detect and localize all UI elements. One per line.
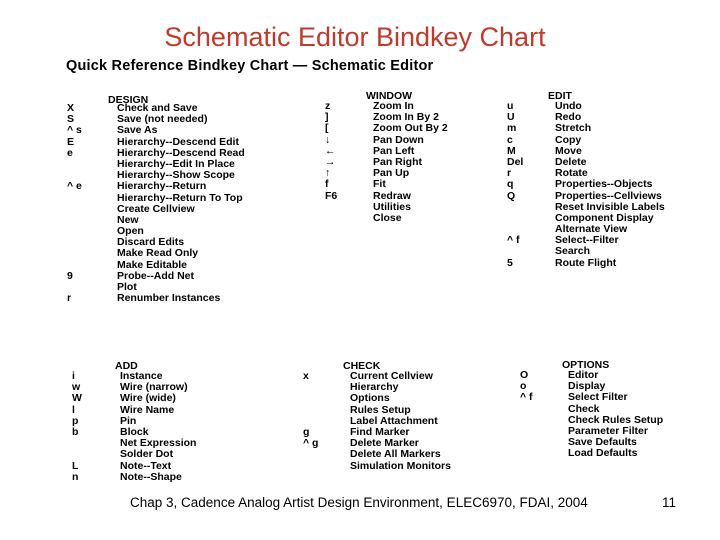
bindkey-key: l (72, 403, 75, 416)
bindkey-command: Zoom Out By 2 (373, 122, 448, 135)
bindkey-command: Hierarchy--Return (117, 180, 207, 193)
bindkey-command: Net Expression (120, 437, 197, 450)
bindkey-command: Discard Edits (117, 236, 185, 249)
edit-heading: EDIT (548, 90, 572, 102)
bindkey-command: Reset Invisible Labels (555, 200, 665, 213)
bindkey-command: Simulation Monitors (350, 459, 451, 472)
bindkey-command: Check (568, 402, 600, 415)
bindkey-key: g (303, 425, 310, 438)
bindkey-command: Solder Dot (120, 448, 174, 461)
bindkey-key: ↑ (325, 167, 331, 180)
bindkey-key: L (72, 459, 79, 472)
footer-text: Chap 3, Cadence Analog Artist Design Environment, ELEC6970, FDAI, 2004 (130, 495, 588, 510)
bindkey-key: ← (325, 144, 336, 157)
bindkey-command: Undo (555, 100, 582, 112)
bindkey-key: ^ g (303, 437, 319, 450)
bindkey-command: Redraw (373, 189, 411, 202)
bindkey-command: Wire Name (120, 403, 175, 416)
bindkey-command: Make Read Only (117, 247, 199, 260)
bindkey-command: Alternate View (555, 223, 628, 236)
bindkey-command: Check Rules Setup (568, 413, 664, 426)
bindkey-command: Renumber Instances (117, 292, 221, 305)
bindkey-command: Copy (555, 133, 582, 146)
bindkey-key: u (507, 100, 514, 112)
bindkey-command: Stretch (555, 122, 592, 135)
bindkey-key: f (325, 178, 329, 191)
bindkey-key: c (507, 133, 513, 146)
bindkey-key: m (507, 122, 517, 135)
bindkey-command: Options (350, 392, 390, 405)
bindkey-command: Pan Up (373, 167, 410, 180)
slide-title: Schematic Editor Bindkey Chart (164, 22, 546, 52)
bindkey-command: Parameter Filter (568, 424, 648, 437)
bindkey-key: ↓ (325, 133, 331, 146)
bindkey-command: Route Flight (555, 256, 617, 269)
bindkey-key: U (507, 111, 515, 124)
bindkey-command: Hierarchy--Edit In Place (117, 157, 235, 170)
bindkey-command: Search (555, 245, 591, 258)
bindkey-command: Redo (555, 111, 582, 124)
bindkey-key: E (67, 135, 75, 148)
bindkey-command: New (117, 213, 139, 226)
bindkey-command: Pin (120, 414, 137, 427)
bindkey-command: Component Display (555, 211, 654, 224)
bindkey-command: Label Attachment (350, 414, 438, 427)
bindkey-command: Note--Text (120, 459, 172, 472)
bindkey-command: Probe--Add Net (117, 269, 194, 282)
bindkey-command: Instance (120, 370, 163, 382)
bindkey-command: Close (373, 211, 402, 224)
bindkey-key: ^ f (520, 391, 533, 404)
bindkey-key: X (67, 102, 75, 114)
bindkey-command: Check and Save (117, 102, 198, 114)
bindkey-key: p (72, 414, 79, 427)
bindkey-command: Utilities (373, 200, 411, 213)
page-number: 11 (662, 495, 677, 510)
bindkey-key: b (72, 425, 79, 438)
bindkey-command: Pan Down (373, 133, 424, 146)
bindkey-command: Select Filter (568, 391, 628, 404)
add-heading: ADD (115, 360, 138, 372)
bindkey-command: Editor (568, 369, 599, 381)
bindkey-key: ^ e (67, 180, 82, 193)
bindkey-command: Note--Shape (120, 470, 182, 483)
bindkey-command: Fit (373, 178, 386, 191)
bindkey-key: F6 (325, 189, 338, 202)
bindkey-command: Hierarchy--Return To Top (117, 191, 243, 204)
bindkey-command: Create Cellview (117, 202, 195, 215)
bindkey-key: z (325, 100, 331, 112)
bindkey-key: r (507, 167, 512, 180)
bindkey-key: i (72, 370, 75, 382)
bindkey-command: Open (117, 225, 144, 238)
bindkey-command: Rules Setup (350, 403, 411, 416)
bindkey-command: Wire (wide) (120, 392, 176, 405)
bindkey-command: Pan Left (373, 144, 415, 157)
bindkey-key: Del (507, 155, 524, 168)
bindkey-key: S (67, 113, 75, 126)
bindkey-key: x (303, 370, 309, 382)
bindkey-command: Hierarchy--Show Scope (117, 169, 235, 182)
window-heading: WINDOW (366, 90, 413, 102)
bindkey-key: W (72, 392, 82, 405)
bindkey-command: Load Defaults (568, 447, 638, 460)
bindkey-command: Make Editable (117, 258, 188, 271)
bindkey-key: M (507, 144, 516, 157)
bindkey-key: [ (325, 122, 329, 135)
bindkey-command: Rotate (555, 167, 588, 180)
bindkey-key: → (325, 155, 336, 168)
bindkey-command: Hierarchy--Descend Edit (117, 135, 239, 148)
bindkey-command: Pan Right (373, 155, 422, 168)
bindkey-key: O (520, 369, 529, 381)
bindkey-key: Q (507, 189, 516, 202)
bindkey-command: Wire (narrow) (120, 381, 188, 394)
design-heading: DESIGN (108, 94, 149, 106)
bindkey-command: Hierarchy (350, 381, 399, 394)
bindkey-command: Properties--Cellviews (555, 189, 662, 202)
bindkey-command: Plot (117, 281, 137, 293)
bindkey-key: n (72, 470, 79, 483)
bindkey-key: ^ f (507, 234, 520, 247)
bindkey-command: Save (not needed) (117, 113, 208, 126)
bindkey-command: Find Marker (350, 425, 410, 438)
bindkey-command: Save As (117, 124, 158, 137)
check-heading: CHECK (343, 360, 381, 372)
bindkey-key: w (72, 381, 81, 394)
bindkey-key: 9 (67, 269, 73, 282)
bindkey-command: Move (555, 144, 582, 157)
bindkey-command: Select--Filter (555, 234, 619, 247)
bindkey-command: Delete Marker (350, 437, 419, 450)
bindkey-command: Display (568, 380, 606, 393)
bindkey-key: q (507, 178, 514, 191)
bindkey-key: 5 (507, 256, 513, 269)
bindkey-key: ] (325, 111, 329, 124)
bindkey-command: Zoom In (373, 100, 414, 112)
bindkey-command: Delete (555, 155, 587, 168)
bindkey-key: e (67, 146, 73, 159)
bindkey-command: Properties--Objects (555, 178, 653, 191)
bindkey-command: Block (120, 425, 149, 438)
chart-subtitle: Quick Reference Bindkey Chart — Schematic Editor (66, 58, 434, 74)
bindkey-command: Zoom In By 2 (373, 111, 439, 124)
options-heading: OPTIONS (562, 359, 610, 371)
bindkey-command: Current Cellview (350, 370, 433, 382)
bindkey-command: Delete All Markers (350, 448, 441, 461)
bindkey-key: o (520, 380, 527, 393)
bindkey-key: r (67, 292, 72, 305)
bindkey-command: Save Defaults (568, 436, 637, 449)
bindkey-command: Hierarchy--Descend Read (117, 146, 245, 159)
bindkey-key: ^ s (67, 124, 82, 137)
